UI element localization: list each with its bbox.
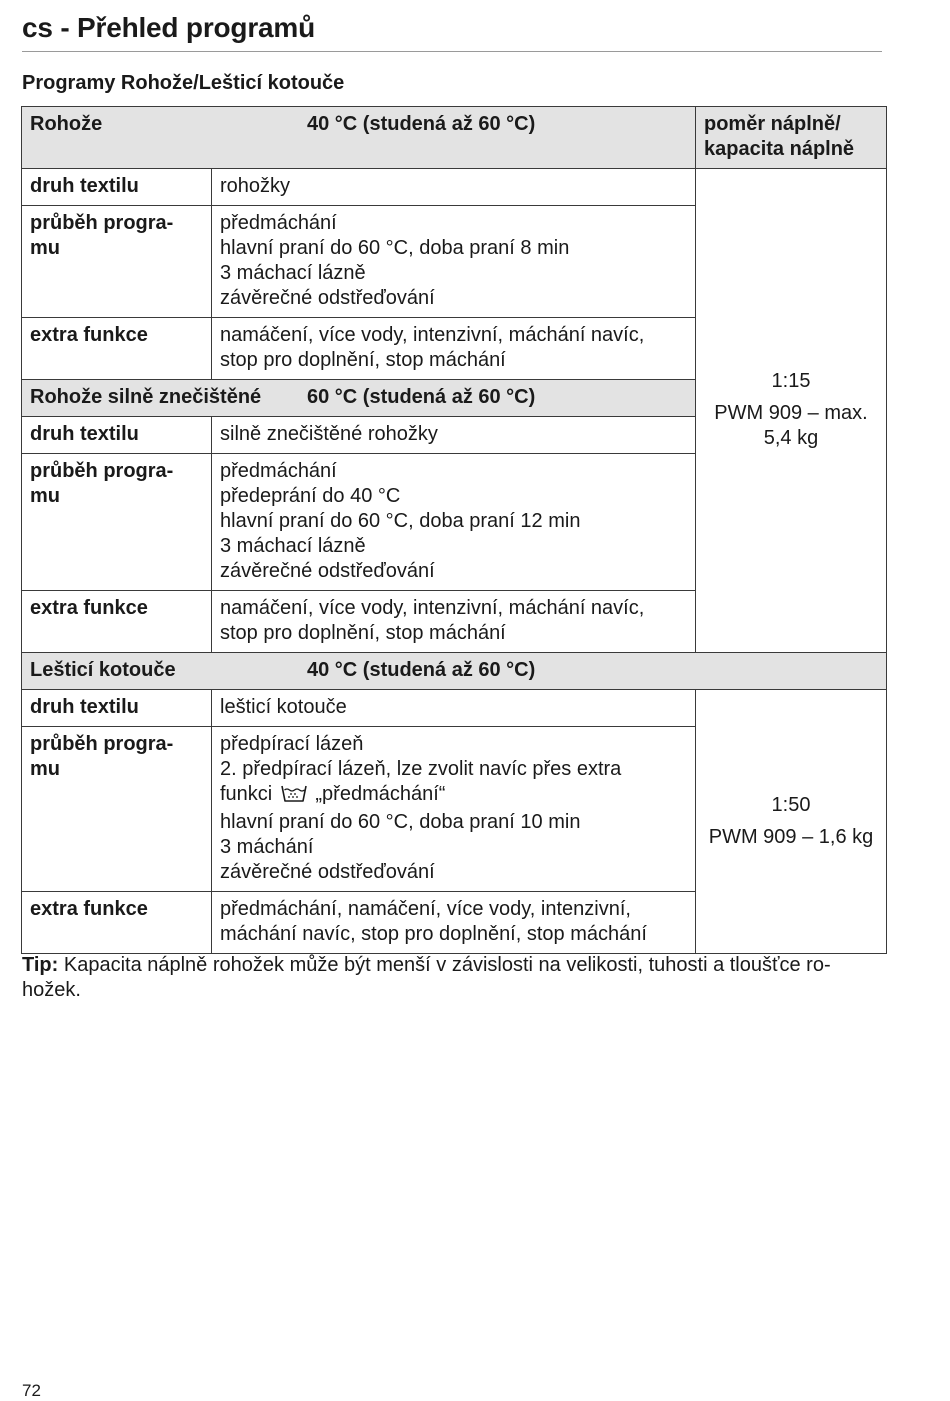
tip-label: Tip: (22, 954, 59, 976)
capacity-header-line: poměr náplně/ (704, 113, 841, 135)
row-value: rohožky (212, 169, 696, 206)
row-label: druh textilu (22, 169, 212, 206)
section-heading: Programy Rohože/Lešticí kotouče (22, 72, 345, 94)
tip-text: hožek. (22, 979, 81, 1001)
extra-line: předmáchání, namáčení, více vody, intenzivní, (220, 898, 631, 920)
program-header (22, 107, 696, 169)
row-value (212, 454, 696, 591)
row-label-line: průběh progra- (30, 460, 174, 482)
extra-line: stop pro doplnění, stop máchání (220, 349, 506, 371)
page-title: cs - Přehled programů (22, 12, 315, 43)
program-name: Rohože (30, 113, 103, 135)
load-capacity: 5,4 kg (763, 427, 819, 449)
row-label-line: průběh progra- (30, 212, 174, 234)
extra-line: namáčení, více vody, intenzivní, máchání navíc, (220, 597, 645, 619)
course-step: hlavní praní do 60 °C, doba praní 8 min (220, 237, 570, 259)
program-header-row (22, 653, 887, 690)
capacity-cell (696, 690, 887, 954)
extra-line: namáčení, více vody, intenzivní, máchání navíc, (220, 324, 645, 346)
capacity-header (696, 107, 887, 169)
program-temperature: 40 °C (studená až 60 °C) (307, 113, 536, 135)
row-label (22, 206, 212, 318)
course-step: závěrečné odstřeďování (220, 861, 435, 883)
row-label: extra funkce (22, 318, 212, 380)
extra-line: stop pro doplnění, stop máchání (220, 622, 506, 644)
course-step: předpírací lázeň (220, 733, 364, 755)
load-capacity: PWM 909 – 1,6 kg (708, 825, 874, 848)
table-row (22, 169, 887, 206)
load-capacity: PWM 909 – max. (714, 402, 868, 424)
program-name: Lešticí kotouče (30, 659, 176, 681)
row-label-line: mu (30, 485, 60, 507)
program-header-row (22, 107, 887, 169)
course-step: předeprání do 40 °C (220, 485, 401, 507)
course-step: závěrečné odstřeďování (220, 287, 435, 309)
course-step: 3 máchání (220, 836, 314, 858)
capacity-cell (696, 169, 887, 653)
row-value (212, 892, 696, 954)
program-header (22, 653, 887, 690)
tip-note (22, 953, 886, 1003)
row-label: druh textilu (22, 417, 212, 454)
tip-text: Kapacita náplně rohožek může být menší v závislosti na velikosti, tuhosti a tloušťce ro- (63, 954, 831, 976)
row-label-line: průběh progra- (30, 733, 174, 755)
course-step: předmáchání (220, 212, 337, 234)
course-step: předmáchání (220, 460, 337, 482)
row-label: druh textilu (22, 690, 212, 727)
row-label-line: mu (30, 758, 60, 780)
row-label: extra funkce (22, 591, 212, 653)
row-value (212, 727, 696, 892)
program-table (21, 106, 887, 954)
course-step-text: „předmáchání“ (315, 783, 446, 805)
row-value (212, 591, 696, 653)
row-label-line: mu (30, 237, 60, 259)
row-value (212, 206, 696, 318)
capacity-header-line: kapacita náplně (704, 138, 855, 160)
course-step: hlavní praní do 60 °C, doba praní 12 min (220, 510, 581, 532)
row-value: lešticí kotouče (212, 690, 696, 727)
course-step-with-icon (220, 782, 687, 810)
load-ratio: 1:50 (771, 793, 811, 816)
extra-line: máchání navíc, stop pro doplnění, stop máchání (220, 923, 647, 945)
row-value: silně znečištěné rohožky (212, 417, 696, 454)
program-temperature: 60 °C (studená až 60 °C) (307, 386, 536, 408)
prewash-basin-icon (280, 783, 308, 810)
load-ratio: 1:15 (771, 370, 811, 392)
table-row (22, 690, 887, 727)
course-step: hlavní praní do 60 °C, doba praní 10 min (220, 811, 581, 833)
course-step: 3 máchací lázně (220, 262, 366, 284)
program-name: Rohože silně znečištěné (30, 386, 262, 408)
program-temperature: 40 °C (studená až 60 °C) (307, 659, 536, 681)
course-step: 2. předpírací lázeň, lze zvolit navíc přes extra (220, 758, 622, 780)
page-number: 72 (22, 1381, 41, 1400)
course-step-text: funkci (220, 783, 273, 805)
row-label: extra funkce (22, 892, 212, 954)
course-step: závěrečné odstřeďování (220, 560, 435, 582)
program-header (22, 380, 696, 417)
title-divider (22, 51, 882, 52)
course-step: 3 máchací lázně (220, 535, 366, 557)
row-value (212, 318, 696, 380)
row-label (22, 454, 212, 591)
row-label (22, 727, 212, 892)
